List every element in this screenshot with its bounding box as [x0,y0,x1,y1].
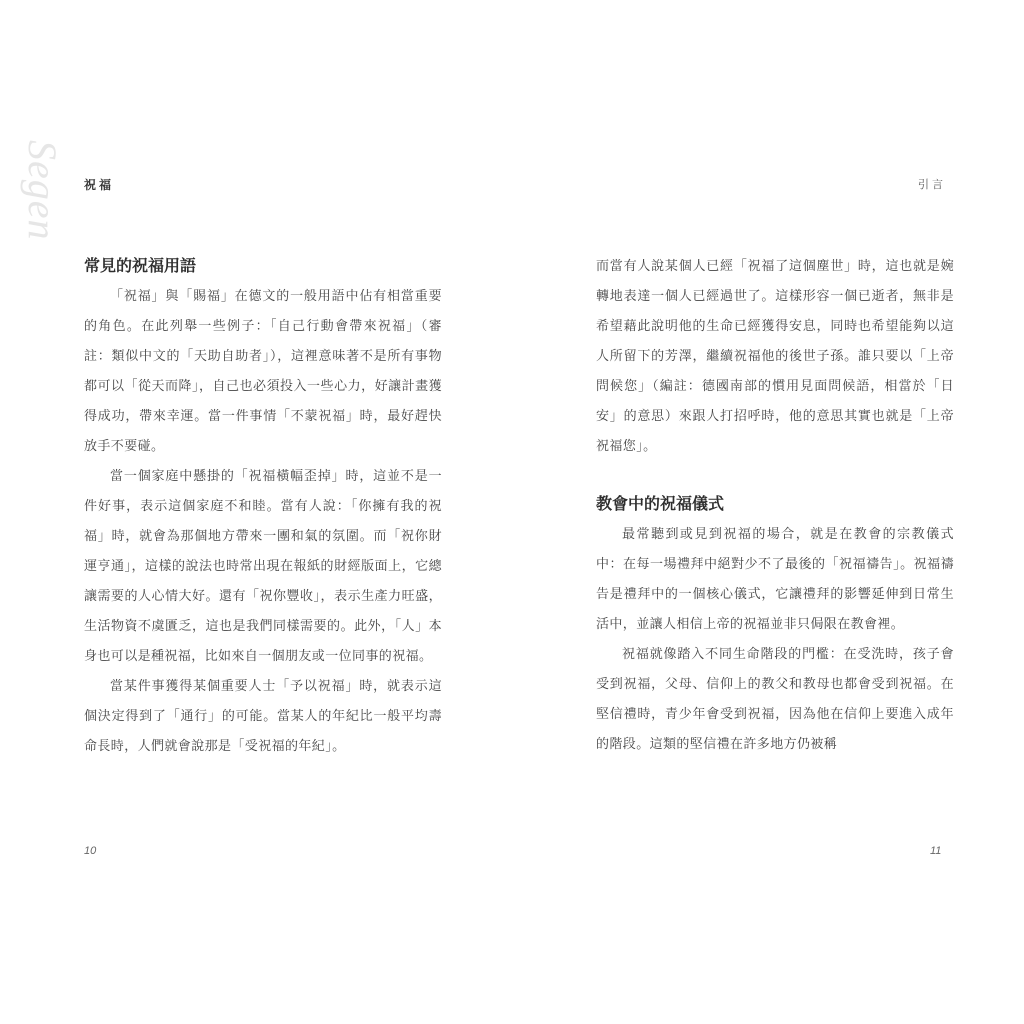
paragraph: 當某件事獲得某個重要人士「予以祝福」時，就表示這個決定得到了「通行」的可能。當某人的年紀比一般平均壽命長時，人們就會說那是「受祝福的年紀」。 [84,679,442,754]
paragraph: 祝福就像踏入不同生命階段的門檻：在受洗時，孩子會受到祝福，父母、信仰上的教父和教母也都會受到祝福。在堅信禮時，青少年會受到祝福，因為他在信仰上要進入成年的階段。這類的堅信禮在許多地方仍被稱 [596,647,954,752]
page-number-right: 11 [930,845,942,857]
page-number-left: 10 [84,845,97,857]
paragraph: 最常聽到或見到祝福的場合，就是在教會的宗教儀式中：在每一場禮拜中絕對少不了最後的「祝福禱告」。祝福禱告是禮拜中的一個核心儀式，它讓禮拜的影響延伸到日常生活中，並讓人相信上帝的祝福並非只侷限在教會裡。 [596,527,954,632]
running-header-left: 祝福 [84,178,115,192]
section-heading: 常見的祝福用語 [84,256,197,275]
left-page-column [84,252,442,762]
right-page-column [596,252,954,760]
paragraph: 「祝福」與「賜福」在德文的一般用語中佔有相當重要的角色。在此列舉一些例子：「自己行動會帶來祝福」（審註：類似中文的「天助自助者」），這裡意味著不是所有事物都可以「從天而降」，自己也必須投入一些心力，好讓計畫獲得成功，帶來幸運。當一件事情「不蒙祝福」時，最好趕快放手不要碰。 [84,289,442,454]
section-heading: 教會中的祝福儀式 [596,494,725,513]
watermark-text: Segen [20,140,65,241]
running-header-right: 引言 [918,178,946,191]
paragraph: 而當有人說某個人已經「祝福了這個塵世」時，這也就是婉轉地表達一個人已經過世了。這樣形容一個已逝者，無非是希望藉此說明他的生命已經獲得安息，同時也希望能夠以這人所留下的芳澤，繼續祝福他的後世子孫。誰只要以「上帝問候您」（編註：德國南部的慣用見面問候語，相當於「日安」的意思）來跟人打招呼時，他的意思其實也就是「上帝祝福您」。 [596,259,954,454]
paragraph: 當一個家庭中懸掛的「祝福橫幅歪掉」時，這並不是一件好事，表示這個家庭不和睦。當有人說：「你擁有我的祝福」時，就會為那個地方帶來一團和氣的氛圍。而「祝你財運亨通」，這樣的說法也時常出現在報紙的財經版面上，它總讓需要的人心情大好。還有「祝你豐收」，表示生產力旺盛，生活物資不虞匱乏，這也是我們同樣需要的。此外，「人」本身也可以是種祝福，比如來自一個朋友或一位同事的祝福。 [84,469,442,664]
